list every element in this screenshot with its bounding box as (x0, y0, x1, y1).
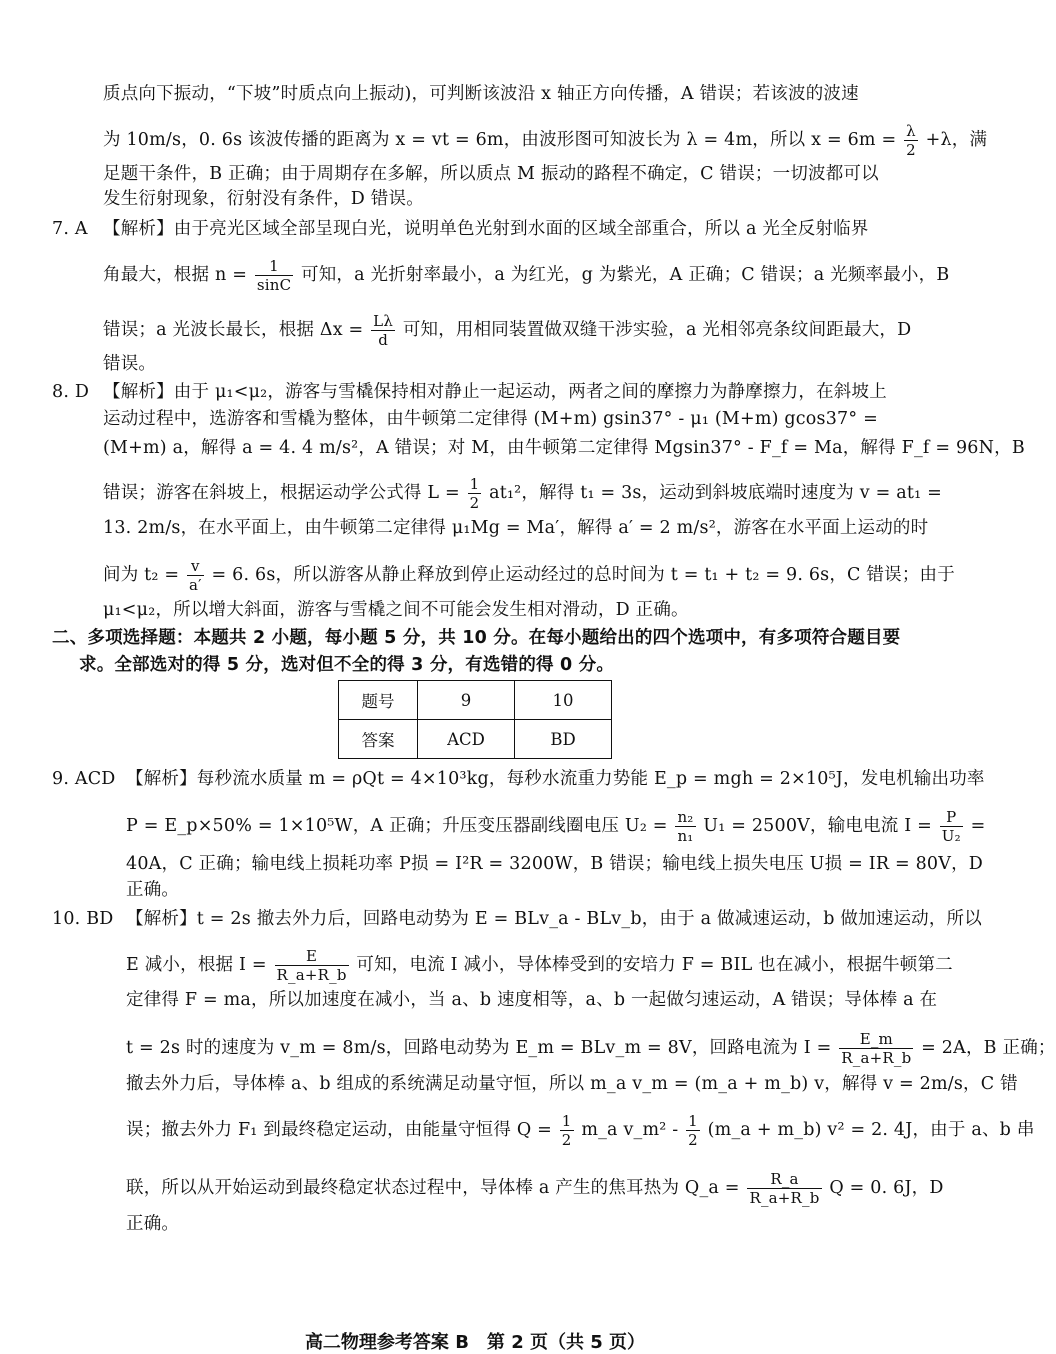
q7-fraction-dx: $\frac{L\lambda}{d}$ (373, 312, 394, 349)
table-cell: ACD (418, 720, 515, 759)
q10-fraction-half-1: $\frac{1}{2}$ (561, 1112, 572, 1149)
q10-line-5: 撤去外力后，导体棒 a、b 组成的系统满足动量守恒，所以 m_a v_m = (m_a + m_b) v，解得 v = 2m/s，C 错 (126, 1074, 1018, 1094)
table-cell: 题号 (339, 681, 418, 720)
q9-line-1: 【解析】每秒流水质量 m = ρQt = 4×10³kg，每秒水流重力势能 E_p = mgh = 2×10⁵J，发电机输出功率 (126, 769, 985, 789)
q8-line-2: 运动过程中，选游客和雪橇为整体，由牛顿第二定律得 (M+m) gsin37° - μ₁ (M+m) gcos37° = (103, 409, 878, 429)
q7-line-1: 【解析】由于亮光区域全部呈现白光，说明单色光射到水面的区域全部重合，所以 a 光全反射临界 (103, 219, 869, 239)
q8-line-1: 【解析】由于 μ₁<μ₂，游客与雪橇保持相对静止一起运动，两者之间的摩擦力为静摩擦力，在斜坡上 (103, 382, 887, 402)
q7-line-4: 错误。 (103, 354, 157, 374)
q9-line-4: 正确。 (126, 880, 180, 900)
table-cell: 10 (515, 681, 612, 720)
table-cell: 9 (418, 681, 515, 720)
q8-line-4: 错误；游客在斜坡上，根据运动学公式得 L = $\frac{1}{2}$ at₁²，解得 t₁ = 3s，运动到斜坡底端时速度为 v = at₁ = (103, 475, 942, 512)
q10-fraction-half-2: $\frac{1}{2}$ (688, 1112, 698, 1149)
q9-line-2: P = E_p×50% = 1×10⁵W，A 正确；升压变压器副线圈电压 U₂ = $\frac{\text{n₂}}{\text{n₁}}$ U₁ = 2500V，输电电流 I = $\frac{P}{\text{U₂}}$ = (126, 808, 986, 845)
q6-line-3: 足题干条件，B 正确；由于周期存在多解，所以质点 M 振动的路程不确定，C 错误；一切波都可以 (103, 164, 879, 184)
q10-fraction-qa: $\frac{R\_a}{R\_a+R\_b}$ (749, 1170, 820, 1207)
q9-line-3: 40A，C 正确；输电线上损耗功率 P损 = I²R = 3200W，B 错误；输电线上损失电压 U损 = IR = 80V，D (126, 854, 984, 874)
q9-fraction-current: $\frac{P}{\text{U₂}}$ (941, 808, 961, 845)
q9-fraction-ratio: $\frac{\text{n₂}}{\text{n₁}}$ (677, 808, 694, 845)
answer-table (338, 680, 612, 759)
q10-fraction-im: $\frac{E\_m}{R\_a+R\_b}$ (841, 1030, 912, 1067)
page-footer: 高二物理参考答案 B 第 2 页（共 5 页） (304, 1332, 646, 1353)
q10-line-8: 正确。 (126, 1214, 180, 1234)
q10-line-4: t = 2s 时的速度为 v_m = 8m/s，回路电动势为 E_m = BLv_m = 8V，回路电流为 I = $\frac{E\_m}{R\_a+R\_b}$ = 2A，B 正确； (126, 1030, 1056, 1067)
q8-number: 8. D (52, 382, 90, 402)
q7-fraction-n: $\frac{1}{\sin C}$ (256, 257, 292, 294)
q7-line-2: 角最大，根据 n = $\frac{1}{\sin C}$ 可知，a 光折射率最小，a 为红光，g 为紫光，A 正确；C 错误；a 光频率最小，B (103, 257, 950, 294)
table-cell: BD (515, 720, 612, 759)
table-cell: 答案 (339, 720, 418, 759)
q6-line-2: 为 10m/s，0. 6s 该波传播的距离为 x = vt = 6m，由波形图可知波长为 λ = 4m，所以 x = 6m = $\frac{\lambda}{2}$ +λ，满 (103, 122, 988, 159)
q8-line-7: μ₁<μ₂，所以增大斜面，游客与雪橇之间不可能会发生相对滑动，D 正确。 (103, 600, 689, 620)
q10-line-3: 定律得 F = ma，所以加速度在减小，当 a、b 速度相等，a、b 一起做匀速运动，A 错误；导体棒 a 在 (126, 990, 938, 1010)
q10-line-7: 联，所以从开始运动到最终稳定状态过程中，导体棒 a 产生的焦耳热为 Q_a = $\frac{R\_a}{R\_a+R\_b}$ Q = 0. 6J，D (126, 1170, 944, 1207)
q9-number: 9. ACD (52, 769, 116, 789)
q6-fraction: $\frac{\lambda}{2}$ (906, 122, 916, 159)
q6-line-1: 质点向下振动，“下坡”时质点向上振动)，可判断该波沿 x 轴正方向传播，A 错误；若该波的波速 (103, 84, 859, 104)
q8-line-5: 13. 2m/s，在水平面上，由牛顿第二定律得 μ₁Mg = Ma′，解得 a′ = 2 m/s²，游客在水平面上运动的时 (103, 518, 929, 538)
q7-number: 7. A (52, 219, 88, 239)
q7-line-3: 错误；a 光波长最长，根据 Δx = $\frac{L\lambda}{d}$ 可知，用相同装置做双缝干涉实验，a 光相邻亮条纹间距最大，D (103, 312, 912, 349)
q6-line-4: 发生衍射现象，衍射没有条件，D 错误。 (103, 189, 424, 209)
q8-line-6: 间为 t₂ = $\frac{v}{a'}$ = 6. 6s，所以游客从静止释放到停止运动经过的总时间为 t = t₁ + t₂ = 9. 6s，C 错误；由于 (103, 557, 955, 594)
q10-fraction-current: $\frac{E}{R\_a+R\_b}$ (276, 947, 347, 984)
q10-line-2: E 减小，根据 I = $\frac{E}{R\_a+R\_b}$ 可知，电流 I 减小，导体棒受到的安培力 F = BIL 也在减小，根据牛顿第二 (126, 947, 953, 984)
q10-line-1: 【解析】t = 2s 撤去外力后，回路电动势为 E = BLv_a - BLv_b，由于 a 做减速运动，b 做加速运动，所以 (126, 909, 982, 929)
q10-line-6: 误；撤去外力 F₁ 到最终稳定运动，由能量守恒得 Q = $\frac{1}{2}$ m_a v_m² - $\frac{1}{2}$ (m_a + m_b) v² = 2. 4J，由于 a、b 串 (126, 1112, 1035, 1149)
q8-fraction-t2: $\frac{v}{a'}$ (189, 557, 202, 594)
table-row (339, 681, 612, 720)
section-2-heading-line-1: 二、多项选择题：本题共 2 小题，每小题 5 分，共 10 分。在每小题给出的四个选项中，有多项符合题目要 (52, 628, 901, 648)
section-2-heading-line-2: 求。全部选对的得 5 分，选对但不全的得 3 分，有选错的得 0 分。 (79, 655, 615, 675)
table-row (339, 720, 612, 759)
q8-line-3: (M+m) a，解得 a = 4. 4 m/s²，A 错误；对 M，由牛顿第二定律得 Mgsin37° - F_f = Ma，解得 F_f = 96N，B (103, 438, 1025, 458)
q10-number: 10. BD (52, 909, 114, 929)
q8-fraction-half: $\frac{1}{2}$ (469, 475, 480, 512)
